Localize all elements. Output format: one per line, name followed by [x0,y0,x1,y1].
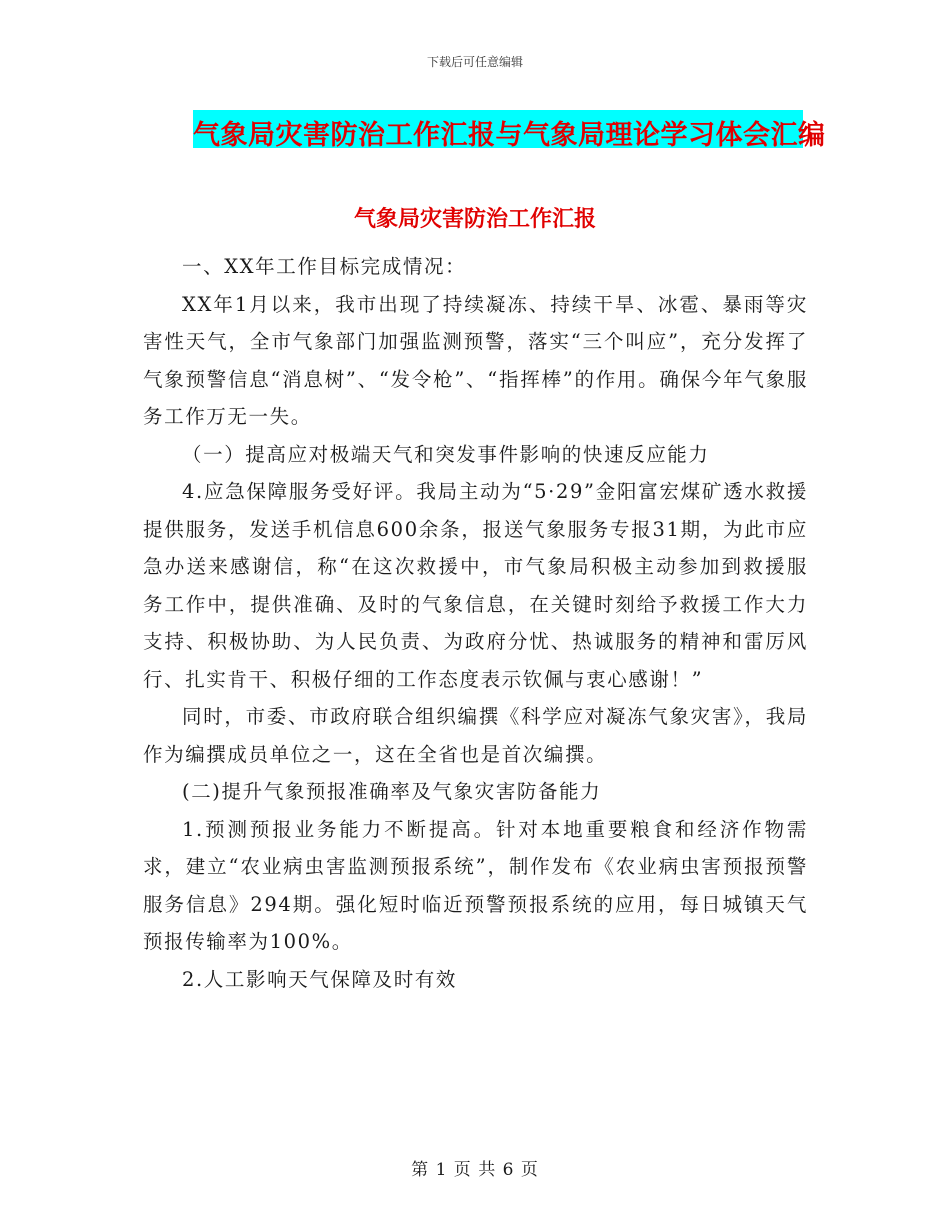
paragraph: 4.应急保障服务受好评。我局主动为“5·29”金阳富宏煤矿透水救援提供服务，发送手机信息600余条，报送气象服务专报31期，为此市应急办送来感谢信，称“在这次救援中，市气象局积极主动参加到救援服务工作中，提供准确、及时的气象信息，在关键时刻给予救援工作大力支持、积极协助、为人民负责、为政府分忧、热诚服务的精神和雷厉风行、扎实肯干、积极仔细的工作态度表示钦佩与衷心感谢！” [143,480,808,691]
document-body [143,248,808,998]
section-title: 气象局灾害防治工作汇报 [353,206,596,232]
header-note: 下载后可任意编辑 [426,55,523,69]
paragraph: （一）提高应对极端天气和突发事件影响的快速反应能力 [182,442,710,466]
paragraph: 一、XX年工作目标完成情况： [182,255,467,278]
paragraph: XX年1月以来，我市出现了持续凝冻、持续干旱、冰雹、暴雨等灾害性天气，全市气象部门加强监测预警，落实“三个叫应”，充分发挥了气象预警信息“消息树”、“发令枪”、“指挥棒”的作用。确保今年气象服务工作万无一失。 [143,292,808,428]
main-title: 气象局灾害防治工作汇报与气象局理论学习体会汇编 [193,120,826,151]
paragraph: 同时，市委、市政府联合组织编撰《科学应对凝冻气象灾害》，我局作为编撰成员单位之一，这在全省也是首次编撰。 [143,705,808,766]
paragraph: 2.人工影响天气保障及时有效 [182,967,458,991]
paragraph: 1.预测预报业务能力不断提高。针对本地重要粮食和经济作物需求，建立“农业病虫害监测预报系统”，制作发布《农业病虫害预报预警服务信息》294期。强化短时临近预警预报系统的应用，每日城镇天气预报传输率为100%。 [143,817,808,953]
paragraph: (二)提升气象预报准确率及气象灾害防备能力 [182,780,602,803]
page-number: 第 1 页 共 6 页 [411,1160,539,1180]
